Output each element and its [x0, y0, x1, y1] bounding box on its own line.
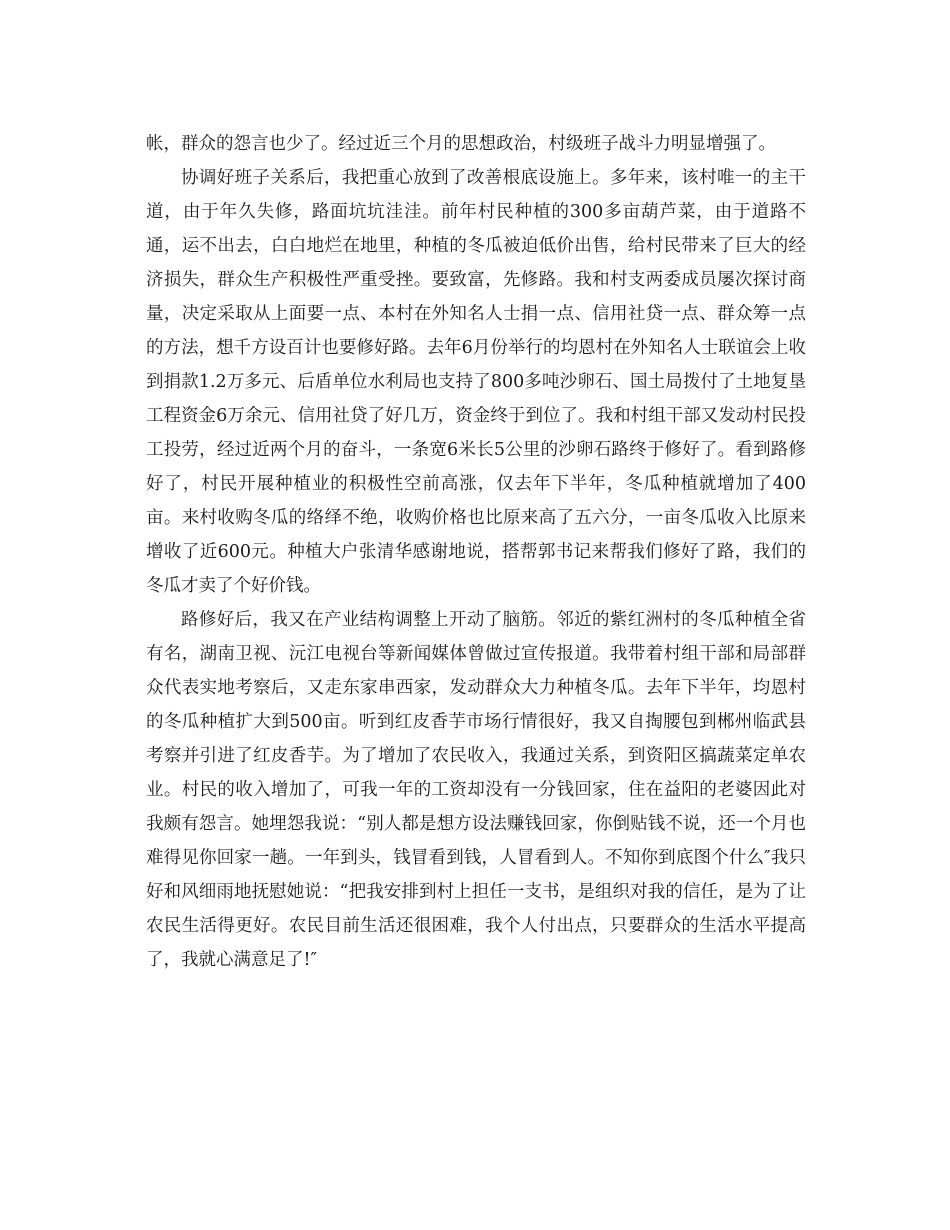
- paragraph-3: 路修好后，我又在产业结构调整上开动了脑筋。邻近的紫红洲村的冬瓜种植全省有名，湖南卫视、沅江电视台等新闻媒体曾做过宣传报道。我带着村组干部和局部群众代表实地考察后，又走东家串西家，发动群众大力种植冬瓜。去年下半年，均恩村的冬瓜种植扩大到500亩。听到红皮香芋市场行情很好，我又自掏腰包到郴州临武县考察并引进了红皮香芋。为了增加了农民收入，我通过关系，到资阳区搞蔬菜定单农业。村民的收入增加了，可我一年的工资却没有一分钱回家，住在益阳的老婆因此对我颇有怨言。她埋怨我说：“别人都是想方设法赚钱回家，你倒贴钱不说，还一个月也难得见你回家一趟。一年到头，钱冒看到钱，人冒看到人。不知你到底图个什么″我只好和风细雨地抚慰她说：“把我安排到村上担任一支书，是组织对我的信任，是为了让农民生活得更好。农民目前生活还很困难，我个人付出点，只要群众的生活水平提高了，我就心满意足了!″: [146, 610, 806, 970]
- paragraph-2: 协调好班子关系后，我把重心放到了改善根底设施上。多年来，该村唯一的主干道，由于年久失修，路面坑坑洼洼。前年村民种植的300多亩葫芦菜，由于道路不通，运不出去，白白地烂在地里，种植的冬瓜被迫低价出售，给村民带来了巨大的经济损失，群众生产积极性严重受挫。要致富，先修路。我和村支两委成员屡次探讨商量，决定采取从上面要一点、本村在外知名人士捐一点、信用社贷一点、群众筹一点的方法，想千方设百计也要修好路。去年6月份举行的均恩村在外知名人士联谊会上收到捐款1.2万多元、后盾单位水利局也支持了800多吨沙卵石、国土局拨付了土地复垦工程资金6万余元、信用社贷了好几万，资金终于到位了。我和村组干部又发动村民投工投劳，经过近两个月的奋斗，一条宽6米长5公里的沙卵石路终于修好了。看到路修好了，村民开展种植业的积极性空前高涨，仅去年下半年，冬瓜种植就增加了400亩。来村收购冬瓜的络绎不绝，收购价格也比原来高了五六分，一亩冬瓜收入比原来增收了近600元。种植大户张清华感谢地说，搭帮郭书记来帮我们修好了路，我们的冬瓜才卖了个好价钱。: [146, 168, 806, 596]
- body-text: [146, 127, 806, 977]
- paragraph-1: 帐，群众的怨言也少了。经过近三个月的思想政治，村级班子战斗力明显增强了。: [146, 134, 776, 154]
